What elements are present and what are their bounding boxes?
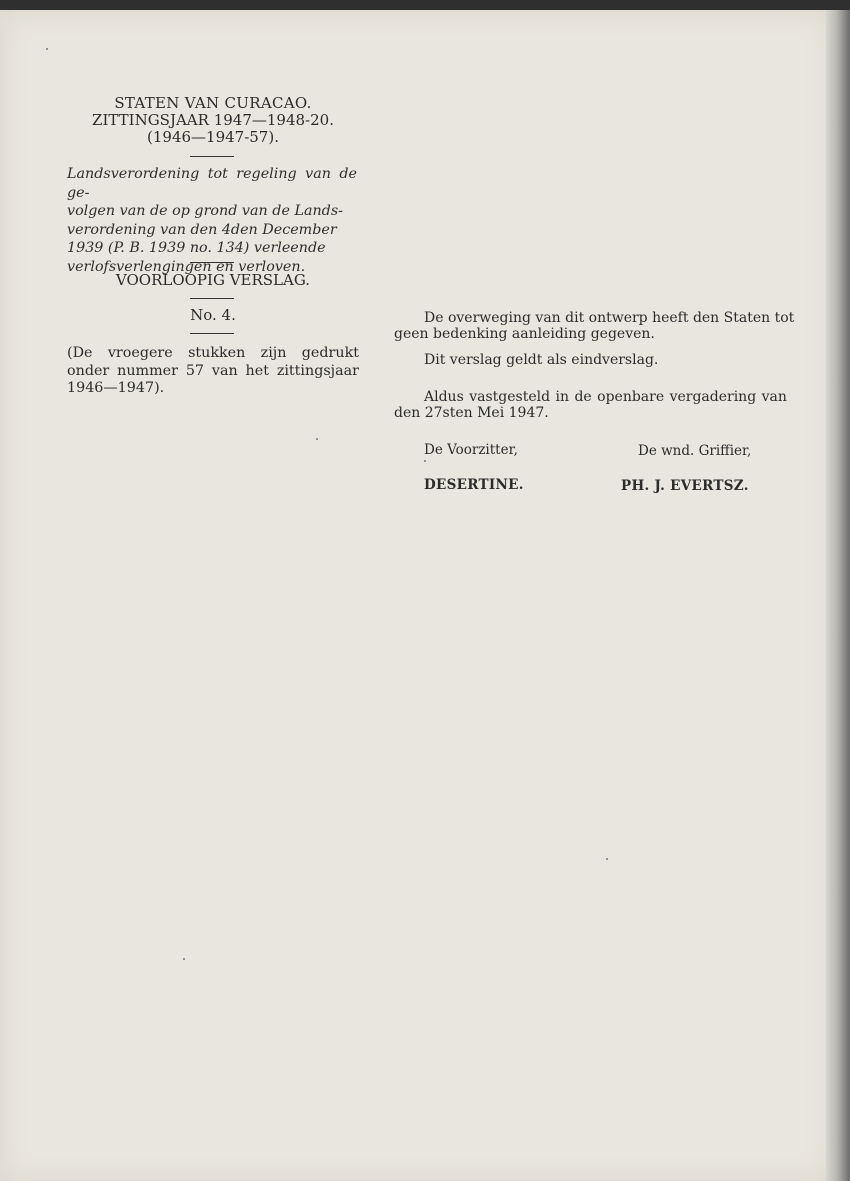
ordinance-title [67,165,357,276]
ordinance-title-line-4: 1939 (P. B. 1939 no. 134) verleende [67,240,326,256]
paper-speck [316,438,318,440]
divider-1 [190,156,234,157]
chairman-name: DESERTINE. [424,477,524,493]
report-number: No. 4. [190,306,236,324]
paper-speck [183,958,185,960]
divider-3 [190,298,234,299]
paragraph-1-line-2: geen bedenking aanleiding gegeven. [394,326,655,342]
header-line-2: ZITTINGSJAAR 1947—1948-20. [92,111,334,129]
clerk-name: PH. J. EVERTSZ. [621,478,749,494]
ordinance-title-line-3: verordening van den 4den December [67,221,337,238]
paper-speck [424,460,426,462]
ordinance-title-line-2: volgen van de op grond van de Lands- [67,203,343,219]
clerk-role: De wnd. Griffier, [638,443,752,459]
paper-speck [606,858,608,860]
paragraph-2: Dit verslag geldt als eindverslag. [424,352,659,368]
paper-speck [46,48,48,50]
divider-4 [190,333,234,334]
paragraph-3-line-2: den 27sten Mei 1947. [394,405,549,421]
scan-border-right [826,10,850,1181]
ordinance-title-line-1: Landsverordening tot regeling van de ge- [67,166,357,201]
chairman-role: De Voorzitter, [424,442,518,458]
header-line-3: (1946—1947-57). [147,128,279,146]
report-title: VOORLOOPIG VERSLAG. [115,271,311,289]
paragraph-3-line-1: Aldus vastgesteld in de openbare vergadering van [424,389,787,405]
previous-documents-note: (De vroegere stukken zijn gedrukt onder nummer 57 van het zittingsjaar 1946—1947). [67,345,359,396]
divider-2 [190,262,234,263]
paragraph-1-line-1: De overweging van dit ontwerp heeft den Staten tot [424,310,795,326]
ordinance-title-line-5: verlofsverlengingen en verloven. [67,258,306,275]
header-line-1: STATEN VAN CURACAO. [114,94,312,112]
